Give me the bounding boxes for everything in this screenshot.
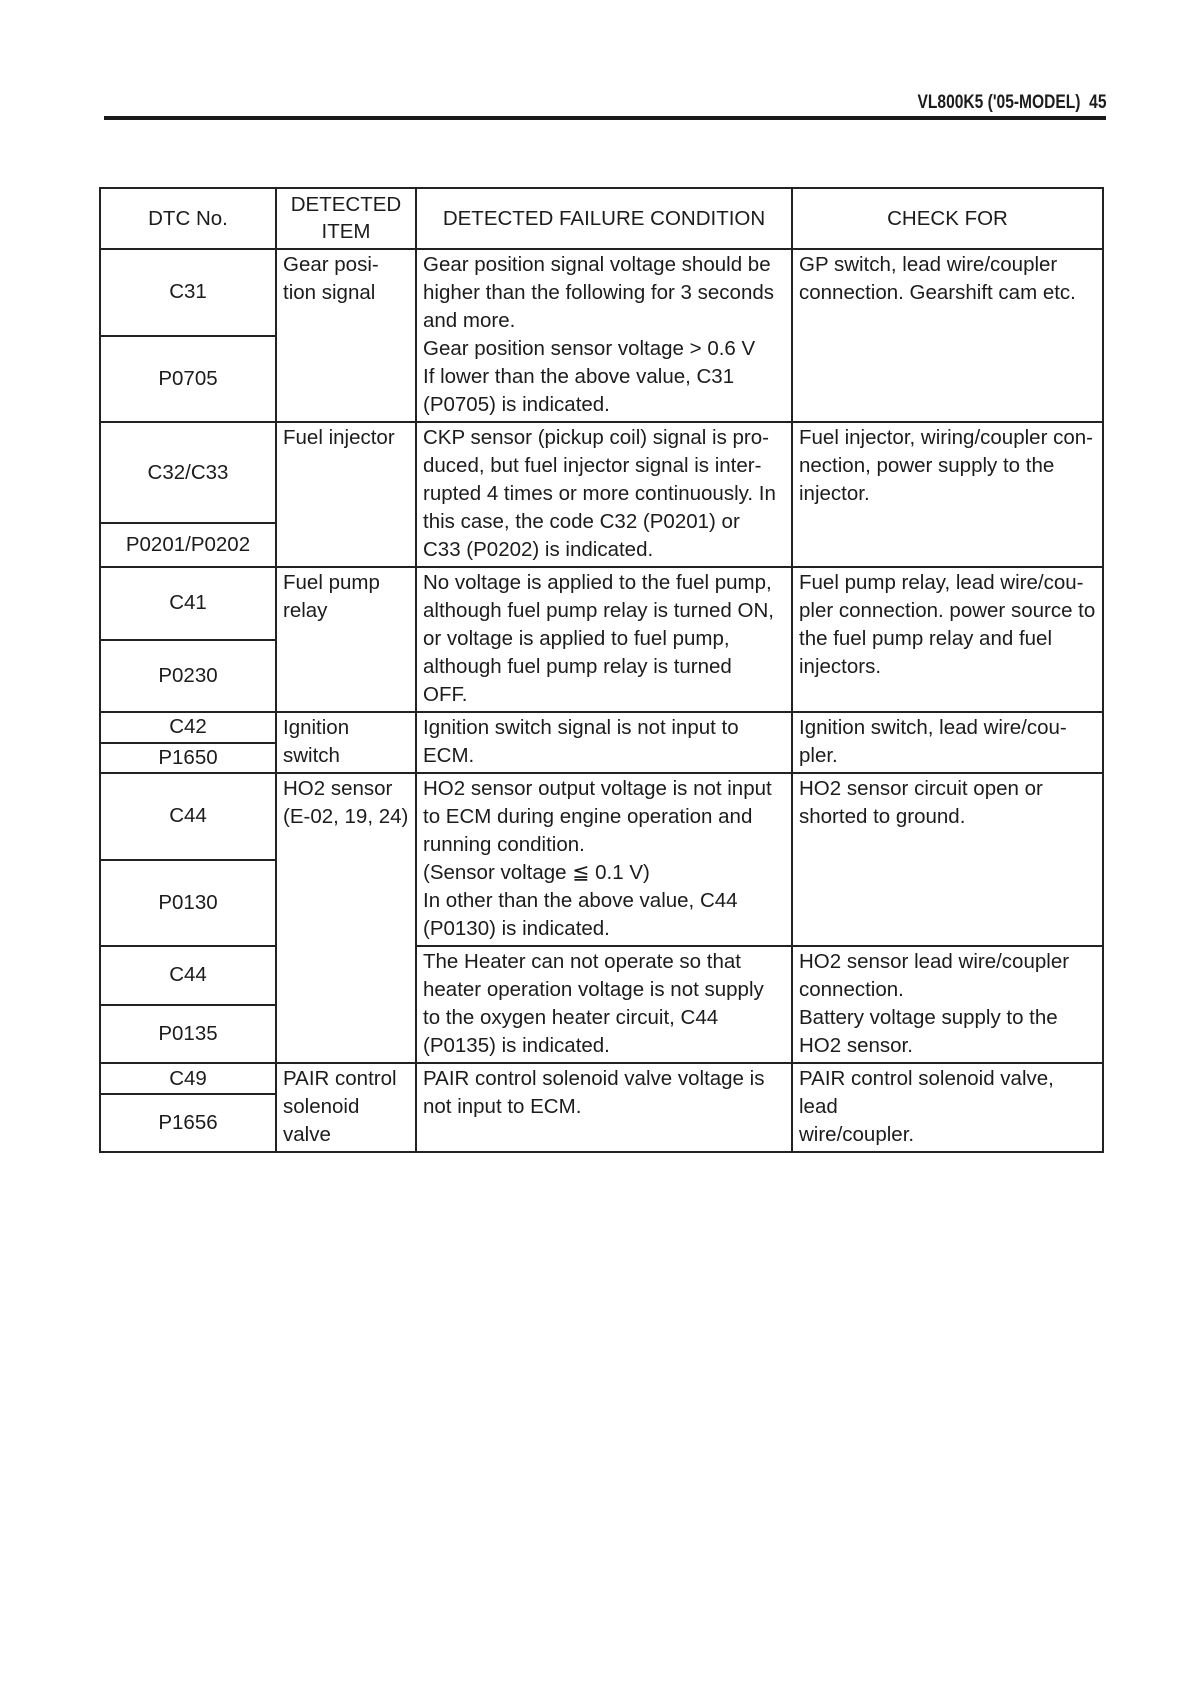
page-number: 45 (1088, 92, 1106, 113)
failure-condition: Gear position signal voltage should be higher than the following for 3 seconds and more. Gear position sensor voltage > 0.6 V If lower than the above value, C31 (P0705) is indicated. (416, 249, 792, 422)
dtc-code: P1656 (100, 1094, 276, 1152)
failure-condition: CKP sensor (pickup coil) signal is pro- duced, but fuel injector signal is inter- rupted 4 times or more continuously. In this case, the code C32 (P0201) or C33 (P0202) is indicated. (416, 422, 792, 567)
dtc-code: C44 (100, 773, 276, 860)
check-for: HO2 sensor circuit open or shorted to ground. (792, 773, 1103, 946)
failure-condition: PAIR control solenoid valve voltage is not input to ECM. (416, 1063, 792, 1152)
detected-item: Gear posi- tion signal (276, 249, 416, 422)
dtc-code: P0130 (100, 860, 276, 947)
failure-condition: The Heater can not operate so that heater operation voltage is not supply to the oxygen heater circuit, C44 (P0135) is indicated. (416, 946, 792, 1063)
detected-item: Fuel injector (276, 422, 416, 567)
dtc-code: C32/C33 (100, 422, 276, 523)
dtc-code: P0705 (100, 336, 276, 423)
column-header-failure-condition: DETECTED FAILURE CONDITION (416, 188, 792, 249)
header-title (917, 92, 1106, 114)
check-for: GP switch, lead wire/coupler connection. Gearshift cam etc. (792, 249, 1103, 422)
table-row (100, 712, 1103, 743)
table-row (100, 422, 1103, 523)
dtc-code: C31 (100, 249, 276, 336)
dtc-code: C44 (100, 946, 276, 1005)
detected-item: Ignition switch (276, 712, 416, 773)
failure-condition: Ignition switch signal is not input to ECM. (416, 712, 792, 773)
detected-item: Fuel pump relay (276, 567, 416, 712)
column-header-check-for: CHECK FOR (792, 188, 1103, 249)
table-row (100, 567, 1103, 640)
dtc-code: C41 (100, 567, 276, 640)
dtc-code: P0135 (100, 1005, 276, 1064)
check-for: Fuel injector, wiring/coupler con- nection, power supply to the injector. (792, 422, 1103, 567)
table-row (100, 1063, 1103, 1094)
table-row (100, 249, 1103, 336)
table-row (100, 773, 1103, 860)
detected-item: PAIR control solenoid valve (276, 1063, 416, 1152)
header-rule (104, 116, 1106, 120)
dtc-code: P0230 (100, 640, 276, 713)
check-for: Fuel pump relay, lead wire/cou- pler connection. power source to the fuel pump relay and fuel injectors. (792, 567, 1103, 712)
check-for: HO2 sensor lead wire/coupler connection. Battery voltage supply to the HO2 sensor. (792, 946, 1103, 1063)
detected-item: HO2 sensor (E-02, 19, 24) (276, 773, 416, 1063)
failure-condition: HO2 sensor output voltage is not input to ECM during engine operation and running condition. (Sensor voltage ≦ 0.1 V) In other than the above value, C44 (P0130) is indicated. (416, 773, 792, 946)
dtc-code: P0201/P0202 (100, 523, 276, 567)
column-header-dtc-no: DTC No. (100, 188, 276, 249)
check-for: PAIR control solenoid valve, lead wire/coupler. (792, 1063, 1103, 1152)
check-for: Ignition switch, lead wire/cou- pler. (792, 712, 1103, 773)
model-title: VL800K5 ('05-MODEL) (916, 92, 1081, 113)
table-header-row (100, 188, 1103, 249)
failure-condition: No voltage is applied to the fuel pump, although fuel pump relay is turned ON, or voltage is applied to fuel pump, although fuel pump relay is turned OFF. (416, 567, 792, 712)
dtc-code: C49 (100, 1063, 276, 1094)
table-row (100, 946, 1103, 1005)
page-header (104, 88, 1106, 122)
dtc-code: P1650 (100, 743, 276, 774)
dtc-code: C42 (100, 712, 276, 743)
column-header-detected-item: DETECTED ITEM (276, 188, 416, 249)
dtc-table (99, 187, 1104, 1153)
